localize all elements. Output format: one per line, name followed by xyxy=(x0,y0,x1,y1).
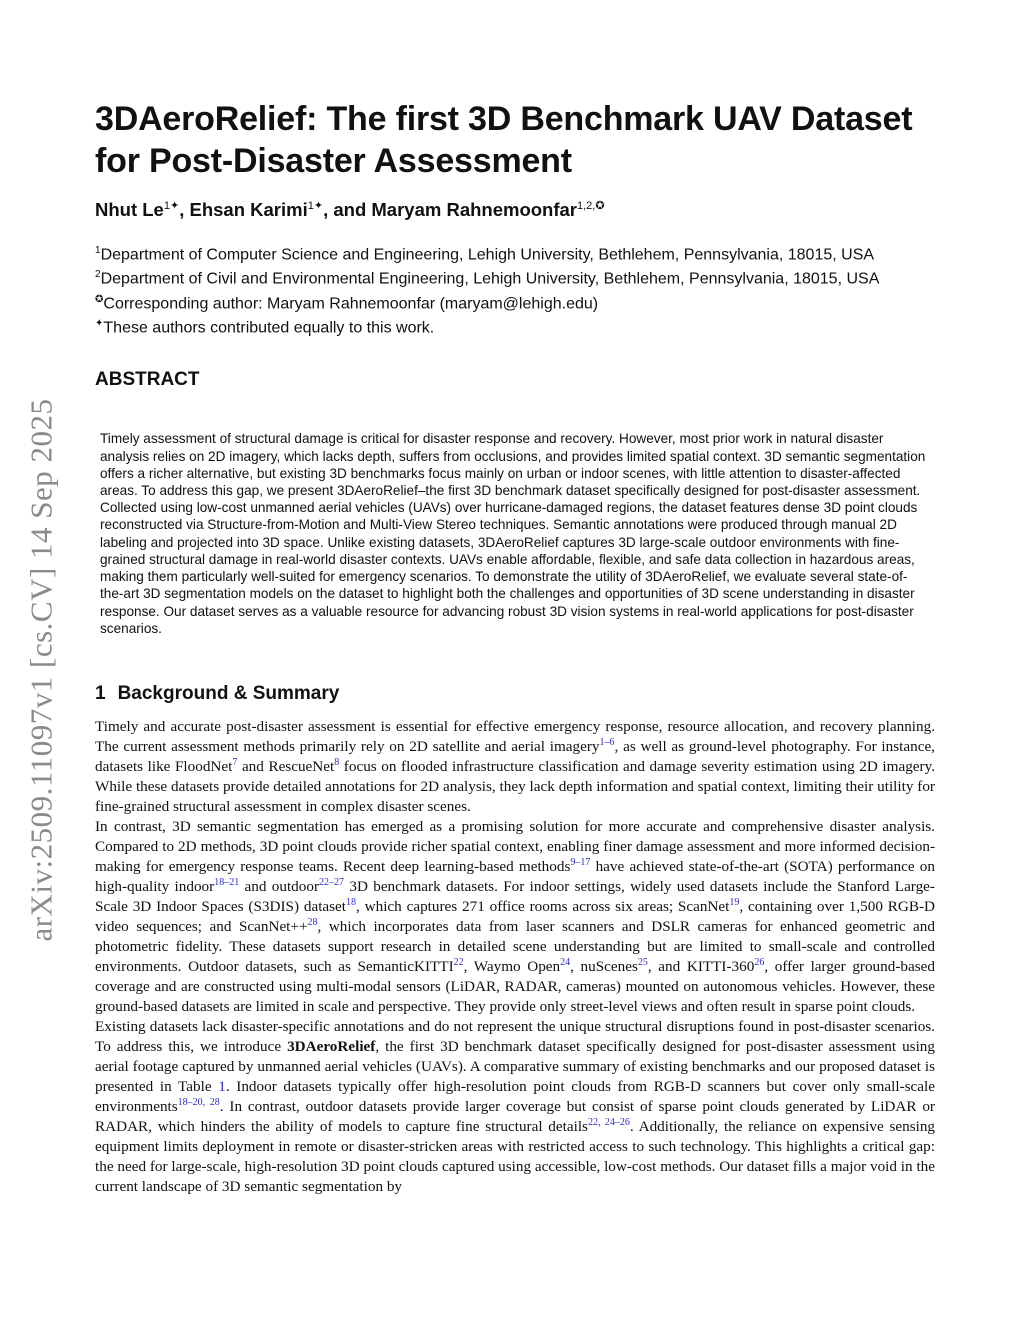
affiliation-text: These authors contributed equally to this work. xyxy=(103,319,435,337)
title-line-1: 3DAeroRelief: The first 3D Benchmark UAV Dataset xyxy=(95,100,913,138)
paragraph-text: focus on flooded infrastructure classification and damage severity estimation using 2D imagery. While these datasets provide detailed annotations for 2D analysis, they lack depth information and spatial context, limiting their utility for fine-grained structural assessment in complex disaster scenes. xyxy=(95,757,936,815)
arxiv-stamp xyxy=(22,370,62,970)
abstract-heading: ABSTRACT xyxy=(95,369,200,391)
citation-link[interactable]: 19 xyxy=(729,896,740,908)
paragraph-text: . Additionally, the reliance on expensive sensing equipment limits deployment in remote or disaster-stricken areas with restricted access to such technology. This highlights a critical gap: the need for large-scale, high-resolution 3D point clouds captured using accessible, low-cost methods. Our dataset fills a major void in the current landscape of 3D semantic segmentation by xyxy=(95,1117,936,1195)
affiliation-list xyxy=(95,241,935,338)
affiliation-mark: ✦ xyxy=(95,318,104,330)
paragraph-text: , offer larger ground-based coverage and are constructed using multi-modal sensors (LiDAR, RADAR, cameras) mounted on autonomous vehicles. However, these ground-based datasets are limited in scale and perspective. They provide only street-level views and often result in sparse point clouds. xyxy=(95,957,935,1015)
affiliation-line xyxy=(95,314,935,338)
paragraph-text: , as well as ground-level photography. For instance, datasets like FloodNet xyxy=(95,737,935,775)
paragraph-text: have achieved state-of-the-art (SOTA) performance on high-quality indoor xyxy=(95,857,935,895)
paragraph-text: 3D benchmark datasets. For indoor settings, widely used datasets include the Stanford Large-Scale 3D Indoor Spaces (S3DIS) dataset xyxy=(95,877,935,915)
title-line-2: for Post-Disaster Assessment xyxy=(95,142,572,180)
paragraph-text: . In contrast, outdoor datasets provide larger coverage but consist of sparse point clouds generated by LiDAR or RADAR, which hinders the ability of models to capture fine structural details xyxy=(95,1097,935,1135)
citation-link[interactable]: 24 xyxy=(560,956,571,968)
affiliation-mark: ✪ xyxy=(95,293,104,305)
paragraph-text: . Indoor datasets typically offer high-resolution point clouds from RGB-D scanners but cover only small-scale environments xyxy=(95,1077,935,1115)
body-paragraph xyxy=(95,717,935,817)
author-name: Ehsan Karimi xyxy=(189,199,308,221)
citation-link[interactable]: 22–27 xyxy=(319,876,345,888)
affiliation-text: Department of Computer Science and Engineering, Lehigh University, Bethlehem, Pennsylvania, 18015, USA xyxy=(100,246,875,264)
citation-link[interactable]: 18–20, 28 xyxy=(177,1096,220,1108)
body-paragraph xyxy=(95,1017,935,1197)
affiliation-mark: 1 xyxy=(95,245,101,257)
citation-link[interactable]: 18–21 xyxy=(214,876,240,888)
citation-link[interactable]: 9–17 xyxy=(570,856,591,868)
paper-title xyxy=(95,98,935,182)
paragraph-text: , which incorporates data from laser scanners and DSLR cameras for enhanced geometric and photometric fidelity. These datasets support research in detailed scene understanding but are limited to small-scale and controlled environments. Outdoor datasets, such as SemanticKITTI xyxy=(95,917,935,975)
citation-link[interactable]: 7 xyxy=(232,756,238,768)
citation-link[interactable]: 18 xyxy=(346,896,357,908)
paragraph-text: , nuScenes xyxy=(570,957,638,975)
paragraph-text: , containing over 1,500 RGB-D video sequences; and ScanNet++ xyxy=(95,897,935,935)
author-separator: , xyxy=(179,199,190,221)
author-name: Nhut Le xyxy=(95,199,164,221)
citation-link[interactable]: 8 xyxy=(334,756,340,768)
affiliation-line xyxy=(95,241,935,265)
body-paragraph xyxy=(95,817,935,1017)
paragraph-text: , the first 3D benchmark dataset specifically designed for post-disaster assessment using aerial footage captured by unmanned aerial vehicles (UAVs). A comparative summary of existing benchmarks and our proposed dataset is presented in Table xyxy=(95,1037,935,1095)
affiliation-text: Corresponding author: Maryam Rahnemoonfar (maryam@lehigh.edu) xyxy=(103,295,599,313)
citation-link[interactable]: 22 xyxy=(453,956,464,968)
citation-link[interactable]: 28 xyxy=(307,916,318,928)
affiliation-mark: 2 xyxy=(95,269,101,281)
section-heading xyxy=(95,683,935,705)
paragraph-text: Timely and accurate post-disaster assessment is essential for effective emergency response, resource allocation, and recovery planning. The current assessment methods primarily rely on 2D satellite and aerial imagery xyxy=(95,717,935,755)
section-number: 1 xyxy=(95,682,106,704)
arxiv-stamp-text: arXiv:2509.11097v1 [cs.CV] 14 Sep 2025 xyxy=(24,398,59,942)
affiliation-text: Department of Civil and Environmental Engineering, Lehigh University, Bethlehem, Pennsylvania, 18015, USA xyxy=(100,270,880,288)
citation-link[interactable]: 26 xyxy=(754,956,765,968)
citation-link[interactable]: 22, 24–26 xyxy=(587,1116,630,1128)
table-ref-link[interactable]: 1 xyxy=(218,1077,226,1095)
affiliation-line xyxy=(95,265,935,289)
paragraph-text: and RescueNet xyxy=(237,757,335,775)
author-list xyxy=(95,194,935,222)
paragraph-text: In contrast, 3D semantic segmentation has emerged as a promising solution for more accurate and comprehensive disaster analysis. Compared to 2D methods, 3D point clouds provide richer spatial context, enabling finer damage assessment and more informed decision-making for emergency response teams. Recent deep learning-based methods xyxy=(95,817,935,875)
author-name: Maryam Rahnemoonfar xyxy=(371,199,577,221)
abstract-body: Timely assessment of structural damage is critical for disaster response and recovery. However, most prior work in natural disaster analysis relies on 2D imagery, which lacks depth, suffers from occlusions, and provides limited spatial context. 3D semantic segmentation offers a richer alternative, but existing 3D benchmarks focus mainly on urban or indoor scenes, with little attention to disaster-affected areas. To address this gap, we present 3DAeroRelief–the first 3D benchmark dataset specifically designed for post-disaster assessment. Collected using low-cost unmanned aerial vehicles (UAVs) over hurricane-damaged regions, the dataset features dense 3D point clouds reconstructed via Structure-from-Motion and Multi-View Stereo techniques. Semantic annotations were produced through manual 2D labeling and projected into 3D space. Unlike existing datasets, 3DAeroRelief captures 3D large-scale outdoor environments with fine-grained structural damage in real-world disaster contexts. UAVs enable affordable, flexible, and safe data collection in hazardous areas, making them particularly well-suited for emergency scenarios. To demonstrate the utility of 3DAeroRelief, we evaluate several state-of-the-art 3D segmentation models on the dataset to highlight both the challenges and opportunities of 3D scene understanding in disaster response. Our dataset serves as a valuable resource for advancing robust 3D vision systems in real-world applications for post-disaster scenarios. xyxy=(100,431,926,636)
affiliation-line xyxy=(95,290,935,314)
paragraph-text: , Waymo Open xyxy=(463,957,561,975)
author-separator: , and xyxy=(323,199,372,221)
dataset-name: 3DAeroRelief xyxy=(287,1037,376,1055)
citation-link[interactable]: 25 xyxy=(637,956,648,968)
author-affiliation-mark: 1,2,✪ xyxy=(577,200,605,212)
paragraph-text: Existing datasets lack disaster-specific annotations and do not represent the unique structural disruptions found in post-disaster scenarios. To address this, we introduce xyxy=(95,1017,935,1055)
paragraph-text: and outdoor xyxy=(239,877,320,895)
section-body xyxy=(95,717,935,1197)
citation-link[interactable]: 1–6 xyxy=(599,736,615,748)
author-affiliation-mark: 1✦ xyxy=(163,200,180,212)
paper-page xyxy=(95,98,935,1197)
author-affiliation-mark: 1✦ xyxy=(307,200,324,212)
paragraph-text: , and KITTI-360 xyxy=(647,957,755,975)
section-title: Background & Summary xyxy=(117,682,340,704)
paragraph-text: , which captures 271 office rooms across six areas; ScanNet xyxy=(356,897,730,915)
